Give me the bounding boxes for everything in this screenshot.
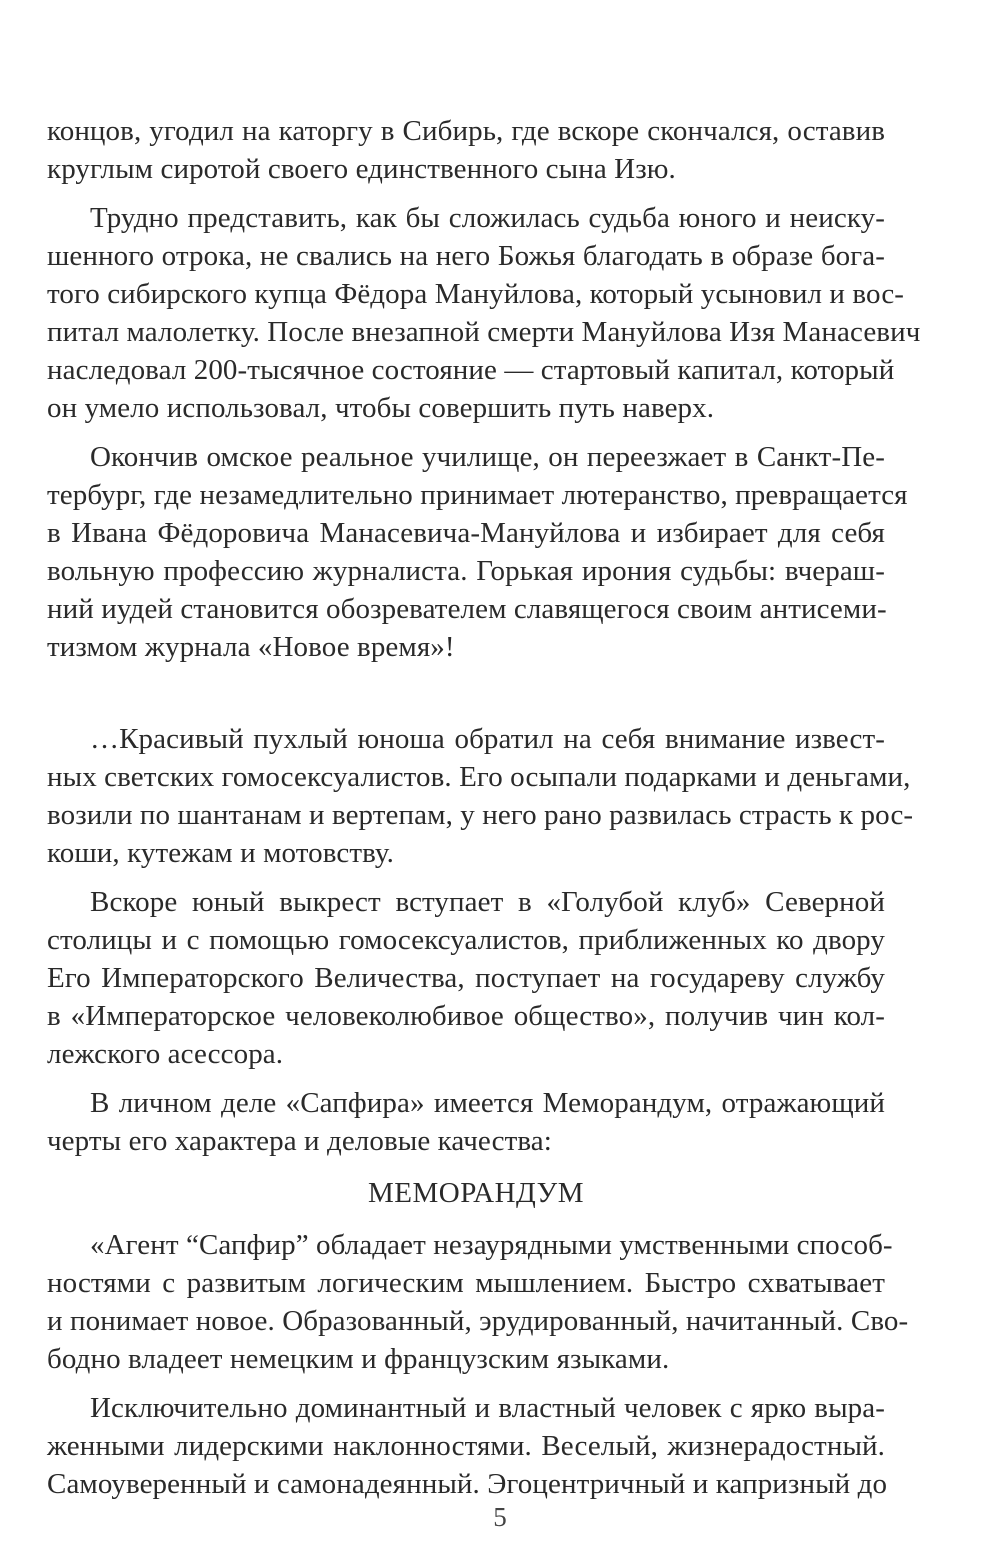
paragraph [47, 1084, 885, 1160]
text-line: Исключительно доминантный и властный человек с ярко выра- [90, 1392, 885, 1424]
text-line: и понимает новое. Образованный, эрудированный, начитанный. Сво- [47, 1305, 909, 1337]
page-number: 5 [493, 1502, 507, 1532]
paragraph [47, 883, 885, 1073]
paragraph [47, 1226, 909, 1378]
text-line: наследовал 200-тысячное состояние — стартовый капитал, который [47, 354, 895, 386]
text-line: черты его характера и деловые качества: [47, 1125, 552, 1157]
text-line: коши, кутежам и мотовству. [47, 837, 394, 869]
memorandum-heading: МЕМОРАНДУМ [368, 1177, 584, 1209]
text-line: бодно владеет немецким и французским языками. [47, 1343, 670, 1375]
text-line: Вскоре юный выкрест вступает в «Голубой клуб» Северной [90, 886, 885, 918]
text-line: …Красивый пухлый юноша обратил на себя внимание извест- [90, 723, 885, 755]
text-line: в Ивана Фёдоровича Манасевича-Мануйлова и избирает для себя [47, 517, 885, 549]
paragraph [47, 720, 914, 872]
text-line: ний иудей становится обозревателем славящегося своим антисеми- [47, 593, 887, 625]
paragraph [47, 199, 921, 427]
text-line: «Агент “Сапфир” обладает незаурядными умственными способ- [90, 1229, 893, 1261]
text-line: Окончив омское реальное училище, он переезжает в Санкт-Пе- [90, 441, 885, 473]
page-body [47, 112, 921, 1503]
text-line: Самоуверенный и самонадеянный. Эгоцентричный и капризный до [47, 1468, 888, 1500]
text-line: В личном деле «Сапфира» имеется Меморандум, отражающий [90, 1087, 885, 1119]
text-line: шенного отрока, не свались на него Божья благодать в образе бога- [47, 240, 885, 272]
paragraph [47, 112, 885, 188]
paragraph [47, 438, 908, 666]
text-line: концов, угодил на каторгу в Сибирь, где вскоре скончался, оставив [47, 115, 885, 147]
text-line: лежского асессора. [47, 1038, 284, 1070]
text-line: он умело использовал, чтобы совершить путь наверх. [47, 392, 715, 424]
paragraph [47, 1389, 888, 1503]
text-line: женными лидерскими наклонностями. Веселый, жизнерадостный. [47, 1430, 885, 1462]
text-line: тизмом журнала «Новое время»! [47, 631, 455, 663]
text-line: круглым сиротой своего единственного сына Изю. [47, 153, 676, 185]
text-line: Его Императорского Величества, поступает на государеву службу [47, 962, 885, 994]
text-line: в «Императорское человеколюбивое общество», получив чин кол- [47, 1000, 885, 1032]
text-line: того сибирского купца Фёдора Мануйлова, который усыновил и вос- [47, 278, 905, 310]
text-line: столицы и с помощью гомосексуалистов, приближенных ко двору [47, 924, 885, 956]
text-line: ностями с развитым логическим мышлением. Быстро схватывает [47, 1267, 885, 1299]
text-line: Трудно представить, как бы сложилась судьба юного и неиску- [90, 202, 885, 234]
text-line: ных светских гомосексуалистов. Его осыпали подарками и деньгами, [47, 761, 911, 793]
text-line: вольную профессию журналиста. Горькая ирония судьбы: вчераш- [47, 555, 885, 587]
text-line: тербург, где незамедлительно принимает лютеранство, превращается [47, 479, 908, 511]
text-line: питал малолетку. После внезапной смерти Мануйлова Изя Манасевич [47, 316, 921, 348]
text-line: возили по шантанам и вертепам, у него рано развилась страсть к рос- [47, 799, 914, 831]
